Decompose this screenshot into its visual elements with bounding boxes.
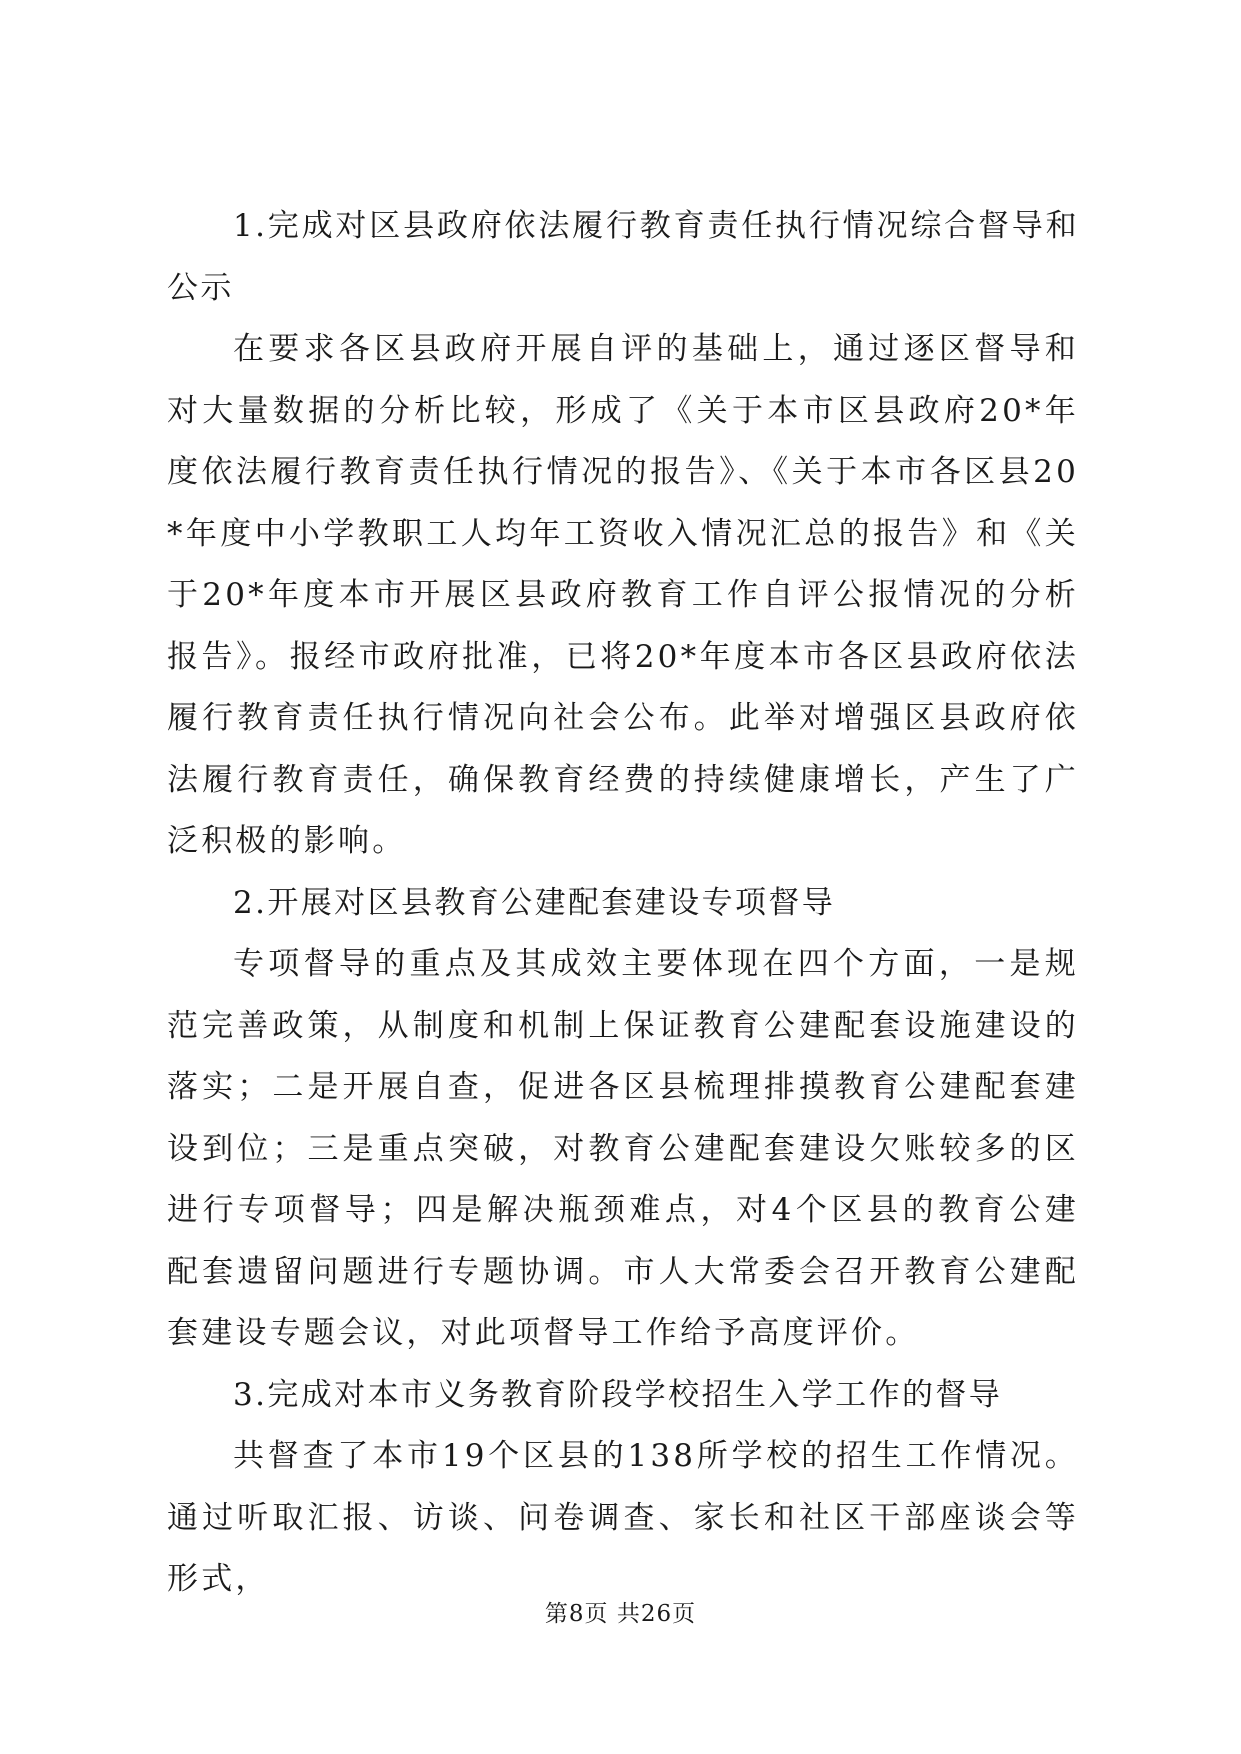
section-body-1: 在要求各区县政府开展自评的基础上，通过逐区督导和对大量数据的分析比较，形成了《关于本市区县政府20*年度依法履行教育责任执行情况的报告》、《关于本市各区县20*年度中小学教职工人均年工资收入情况汇总的报告》和《关于20*年度本市开展区县政府教育工作自评公报情况的分析报告》。报经市政府批准，已将20*年度本市各区县政府依法履行教育责任执行情况向社会公布。此举对增强区县政府依法履行教育责任，确保教育经费的持续健康增长，产生了广泛积极的影响。 <box>167 331 1079 859</box>
section-heading-3: 3.完成对本市义务教育阶段学校招生入学工作的督导 <box>233 1376 1003 1413</box>
section-body-3: 共督查了本市19个区县的138所学校的招生工作情况。通过听取汇报、访谈、问卷调查、家长和社区干部座谈会等形式， <box>167 1438 1079 1597</box>
section-heading-2: 2.开展对区县教育公建配套建设专项督导 <box>233 884 836 921</box>
page-number-footer: 第8页 共26页 <box>544 1601 697 1627</box>
document-body <box>167 196 1079 1611</box>
section-heading-1: 1.完成对区县政府依法履行教育责任执行情况综合督导和公示 <box>167 208 1079 306</box>
section-body-2: 专项督导的重点及其成效主要体现在四个方面，一是规范完善政策，从制度和机制上保证教育公建配套设施建设的落实；二是开展自查，促进各区县梳理排摸教育公建配套建设到位；三是重点突破，对教育公建配套建设欠账较多的区进行专项督导；四是解决瓶颈难点，对4个区县的教育公建配套遗留问题进行专题协调。市人大常委会召开教育公建配套建设专题会议，对此项督导工作给予高度评价。 <box>167 946 1079 1351</box>
